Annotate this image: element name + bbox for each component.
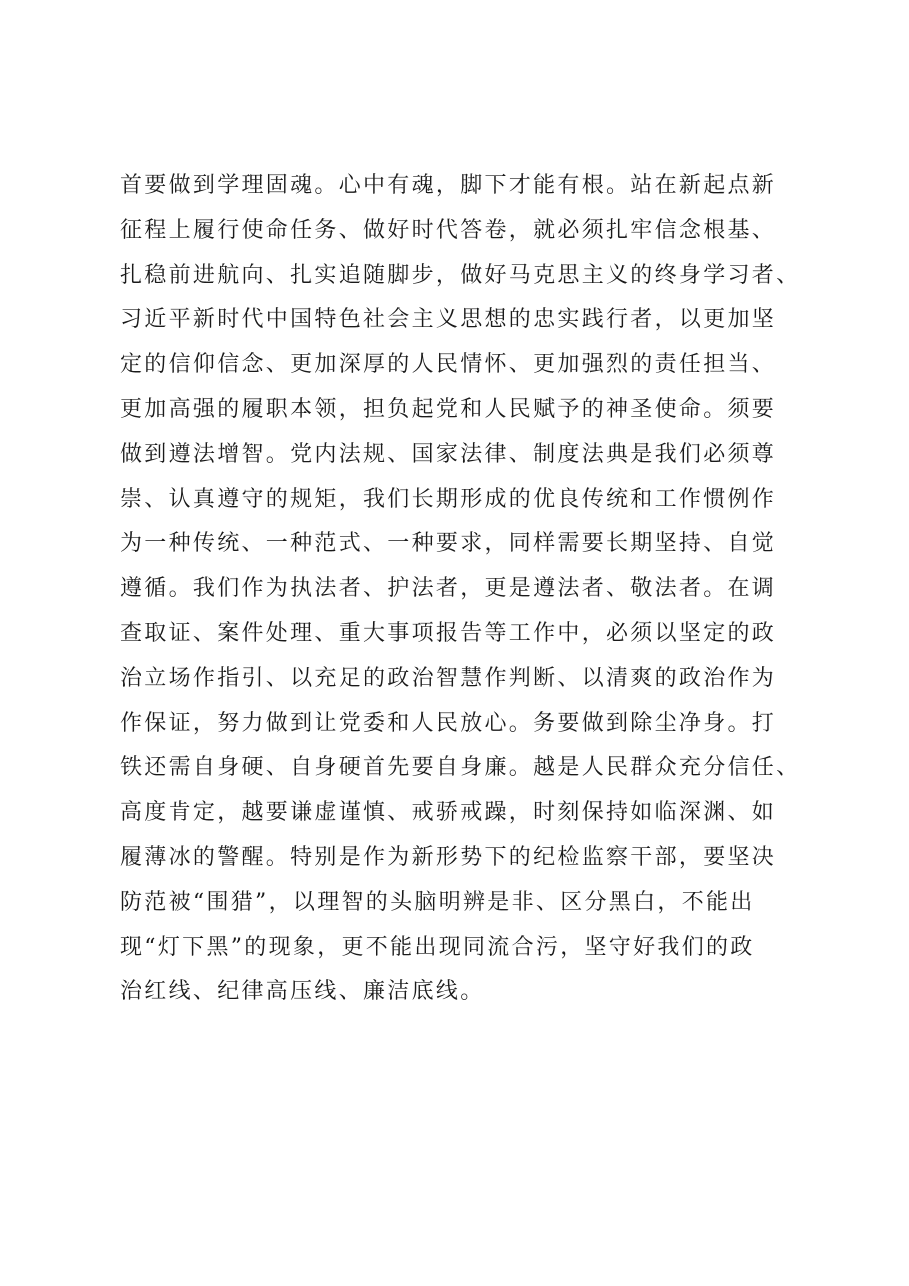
- paragraph-line: 更加高强的履职本领，担负起党和人民赋予的神圣使命。须要: [120, 396, 777, 422]
- paragraph-line: 高度肯定，越要谦虚谨慎、戒骄戒躁，时刻保持如临深渊、如: [120, 800, 777, 826]
- paragraph-line: 治红线、纪律高压线、廉洁底线。: [120, 979, 485, 1005]
- paragraph-line: 遵循。我们作为执法者、护法者，更是遵法者、敬法者。在调: [120, 576, 777, 602]
- paragraph-line: 治立场作指引、以充足的政治智慧作判断、以清爽的政治作为: [120, 665, 777, 691]
- paragraph-line: 习近平新时代中国特色社会主义思想的忠实践行者，以更加坚: [120, 307, 777, 333]
- paragraph-line: 扎稳前进航向、扎实追随脚步，做好马克思主义的终身学习者、: [120, 262, 801, 288]
- paragraph-line: 做到遵法增智。党内法规、国家法律、制度法典是我们必须尊: [120, 441, 777, 467]
- paragraph-line: 定的信仰信念、更加深厚的人民情怀、更加强烈的责任担当、: [120, 352, 777, 378]
- paragraph-line: 崇、认真遵守的规矩，我们长期形成的优良传统和工作惯例作: [120, 486, 777, 512]
- paragraph-line: 首要做到学理固魂。心中有魂，脚下才能有根。站在新起点新: [120, 173, 777, 198]
- paragraph-line: 防范被“围猎”，以理智的头脑明辨是非、区分黑白，不能出: [120, 889, 755, 915]
- body-paragraph: [120, 164, 820, 1015]
- paragraph-line: 现“灯下黑”的现象，更不能出现同流合污，坚守好我们的政: [120, 934, 755, 960]
- paragraph-line: 征程上履行使命任务、做好时代答卷，就必须扎牢信念根基、: [120, 217, 777, 243]
- paragraph-line: 为一种传统、一种范式、一种要求，同样需要长期坚持、自觉: [120, 531, 777, 557]
- paragraph-line: 作保证，努力做到让党委和人民放心。务要做到除尘净身。打: [120, 710, 777, 736]
- paragraph-line: 履薄冰的警醒。特别是作为新形势下的纪检监察干部，要坚决: [120, 844, 777, 870]
- paragraph-line: 铁还需自身硬、自身硬首先要自身廉。越是人民群众充分信任、: [120, 755, 801, 781]
- paragraph-line: 查取证、案件处理、重大事项报告等工作中，必须以坚定的政: [120, 620, 777, 646]
